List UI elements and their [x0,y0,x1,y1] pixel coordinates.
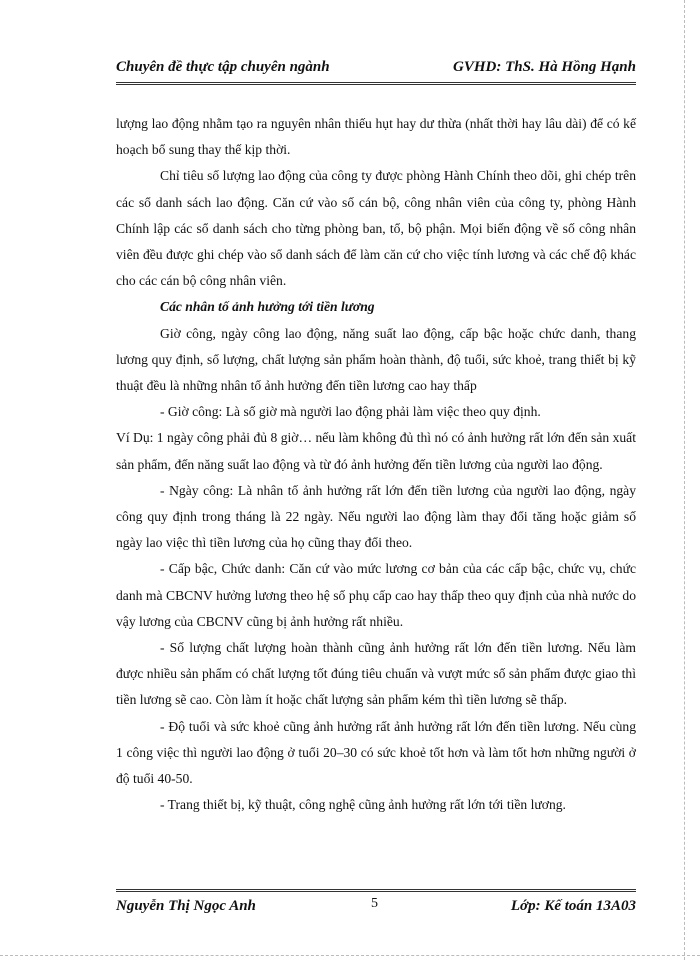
document-body [116,111,636,818]
page-edge-bottom [0,955,700,956]
page-footer [116,889,636,922]
paragraph: - Giờ công: Là số giờ mà người lao động phải làm việc theo quy định. [160,404,541,420]
paragraph: lượng lao động nhằm tạo ra nguyên nhân thiếu hụt hay dư thừa (nhất thời hay lâu dài) để có kế hoạch bổ sung thay thế kịp thời. [116,116,636,158]
paragraph: Giờ công, ngày công lao động, năng suất lao động, cấp bậc hoặc chức danh, thang lương quy định, số lượng, chất lượng sản phẩm hoàn thành, độ tuổi, sức khoẻ, trang thiết bị kỹ thuật đều là những nhân tố ảnh hưởng đến tiền lương cao hay thấp [116,325,636,394]
header-title: Chuyên đề thực tập chuyên ngành [116,59,330,75]
paragraph: - Độ tuổi và sức khoẻ cũng ảnh hưởng rất ảnh hưởng rất lớn đến tiền lương. Nếu cùng 1 công việc thì người lao động ở tuổi 20–30 có sức khoẻ tốt hơn và làm tốt hơn những người ở độ tuổi 40-50. [116,718,636,787]
paragraph: - Trang thiết bị, kỹ thuật, công nghệ cũng ảnh hưởng rất lớn tới tiền lương. [160,797,566,813]
paragraph: Ví Dụ: 1 ngày công phải đủ 8 giờ… nếu làm không đủ thì nó có ảnh hưởng rất lớn đến sản xuất sản phẩm, đến năng suất lao động và từ đó ảnh hưởng đến tiền lương của người lao động. [116,430,636,472]
footer-class: Lớp: Kế toán 13A03 [510,898,636,914]
section-heading: Các nhân tố ảnh hưởng tới tiền lương [160,299,375,315]
page-header [116,56,636,85]
paragraph: - Cấp bậc, Chức danh: Căn cứ vào mức lương cơ bản của các cấp bậc, chức vụ, chức danh mà CBCNV hưởng lương theo hệ số phụ cấp cao hay thấp theo quy định của nhà nước do vậy lương của CBCNV cũng bị ảnh hưởng rất nhiều. [116,561,636,629]
paragraph: - Ngày công: Là nhân tố ảnh hưởng rất lớn đến tiền lương của người lao động, ngày công quy định trong tháng là 22 ngày. Nếu người lao động làm thay đổi tăng hoặc giảm số ngày lao việc thì tiền lương của họ cũng thay đổi theo. [116,482,636,551]
paragraph: - Số lượng chất lượng hoàn thành cũng ảnh hưởng rất lớn đến tiền lương. Nếu làm được nhiều sản phẩm có chất lượng tốt đúng tiêu chuẩn và vượt mức số sản phẩm được giao thì tiền lương sẽ cao. Còn làm ít hoặc chất lượng sản phẩm kém thì tiền lương sẽ thấp. [116,640,636,708]
page-number: 5 [371,896,378,911]
paragraph: Chỉ tiêu số lượng lao động của công ty được phòng Hành Chính theo dõi, ghi chép trên các sổ danh sách lao động. Căn cứ vào số cán bộ, công nhân viên của công ty, phòng Hành Chính lập các sổ danh sách cho từng phòng ban, tổ, bộ phận. Mọi biến động về số công nhân viên đều được ghi chép vào sổ danh sách để làm căn cứ cho việc tính lương và các chế độ khác cho các cán bộ công nhân viên. [116,168,636,289]
footer-author: Nguyễn Thị Ngọc Anh [116,898,256,914]
page-edge-right [684,0,685,960]
header-advisor: GVHD: ThS. Hà Hồng Hạnh [453,59,636,75]
